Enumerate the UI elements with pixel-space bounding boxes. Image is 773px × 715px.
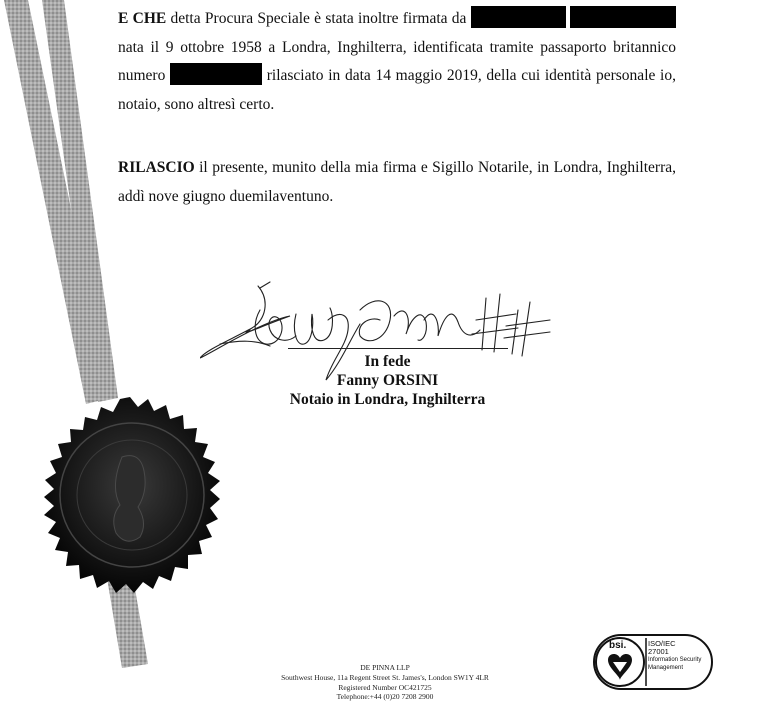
signature-block	[200, 280, 600, 420]
redaction-block	[170, 63, 262, 85]
footer-firm: DE PINNA LLP	[360, 663, 410, 672]
footer-telephone: Telephone:+44 (0)20 7208 2900	[336, 692, 434, 702]
paragraph-lead: RILASCIO	[118, 159, 195, 176]
bsi-desc-line2: Management	[648, 665, 684, 671]
page-footer	[230, 663, 540, 702]
notary-title: Notaio in Londra, Inghilterra	[289, 391, 486, 408]
release-paragraph: RILASCIO il presente, munito della mia firma e Sigillo Notarile, in Londra, Inghilterra, addì nove giugno duemilaventuno.	[118, 159, 676, 205]
attestation-paragraph: E CHE detta Procura Speciale è stata inoltre firmata da nata il 9 ottobre 1958 a Londra, Inghilterra, identificata tramite passaporto britannico numero rilasciato in data 14 maggio 2019, della cui identità personale io, notaio, sono altresì certo.	[118, 5, 676, 119]
notary-attestation	[240, 352, 535, 409]
redaction-block	[570, 6, 676, 28]
bsi-number: 27001	[648, 647, 669, 656]
signature-closing: In fede	[364, 353, 411, 370]
redaction-block	[471, 6, 566, 28]
signature-line	[288, 348, 508, 349]
footer-registered: Registered Number OC421725	[338, 682, 432, 692]
bsi-desc-line1: Information Security	[648, 657, 702, 663]
footer-address: Southwest House, 11a Regent Street St. James's, London SW1Y 4LR	[281, 672, 489, 682]
bsi-brand: bsi.	[609, 640, 627, 651]
bsi-certification-text	[648, 640, 708, 672]
paragraph-lead: E CHE	[118, 10, 167, 27]
notary-name: Fanny ORSINI	[336, 372, 439, 389]
bsi-standard: ISO/IEC	[648, 639, 676, 648]
notarial-seal-icon	[30, 395, 230, 615]
